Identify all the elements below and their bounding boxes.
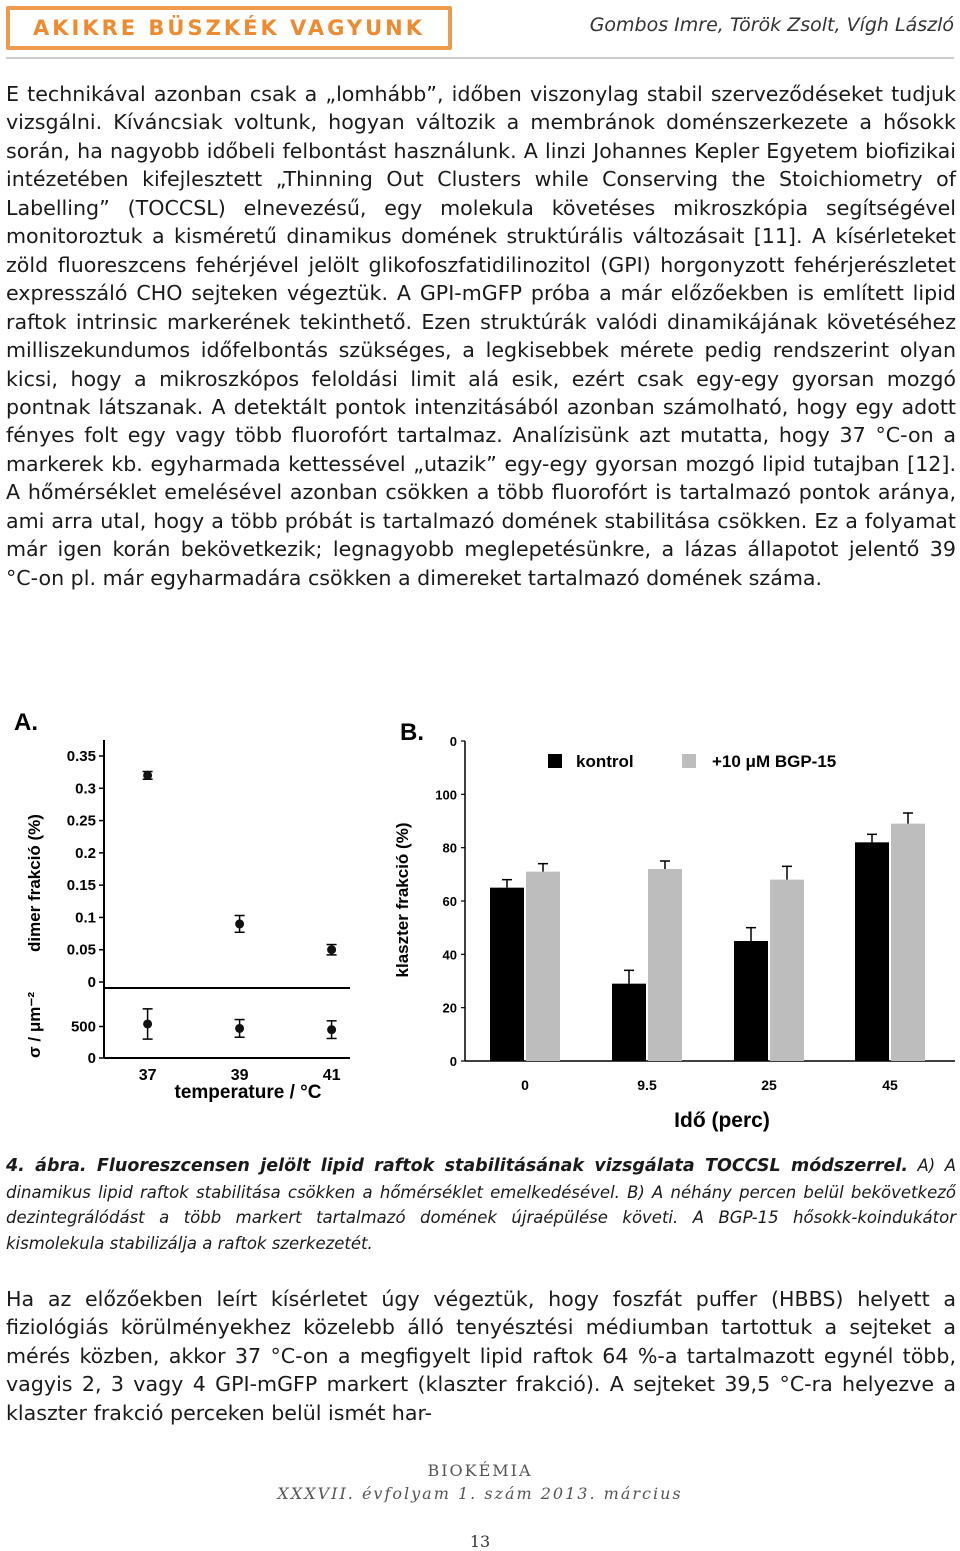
panel-b-x-tick-label: 0 <box>521 1077 529 1093</box>
panel-b-x-tick-label: 25 <box>761 1077 777 1093</box>
panel-a-y-tick-label: 0.3 <box>75 780 96 798</box>
panel-a-y-tick-label: 0.25 <box>66 812 96 830</box>
panel-a-y-tick-label: 0 <box>87 1050 96 1067</box>
panel-b-x-tick-label: 45 <box>882 1077 898 1093</box>
legend-swatch-kontrol <box>548 754 562 768</box>
panel-b-x-tick-label: 9.5 <box>637 1077 657 1093</box>
panel-a-x-tick-label: 41 <box>322 1067 341 1084</box>
panel-b-x-axis-label: Idő (perc) <box>674 1109 770 1132</box>
panel-a-x-axis-label: temperature / °C <box>174 1082 322 1103</box>
panel-b-y-tick-label: 40 <box>442 947 457 963</box>
panel-b-y-tick-label: 80 <box>442 840 457 856</box>
panel-b-y-tick-label: 60 <box>442 894 457 909</box>
panel-b-y-tick-label: 100 <box>435 787 457 803</box>
panel-b-bar <box>490 888 524 1061</box>
figure-caption <box>6 1153 956 1256</box>
legend-label-kontrol: kontrol <box>576 752 634 771</box>
panel-a-y-axis-label-bottom: σ / μm⁻² <box>25 992 44 1058</box>
panel-b-y-axis-label: klaszter frakció (%) <box>393 822 412 978</box>
panel-a-y-tick-label: 0.2 <box>75 844 96 862</box>
panel-b-y-tick-label: 0 <box>449 734 457 749</box>
panel-b-y-tick-label: 20 <box>442 1000 457 1016</box>
panel-a-y-tick-label: 0.1 <box>75 909 96 927</box>
panel-a-label: A. <box>14 709 38 736</box>
panel-b-chart <box>435 734 955 1093</box>
panel-b-y-tick-label: 0 <box>449 1054 457 1069</box>
panel-a-y-axis-label-top: dimer frakció (%) <box>25 814 44 952</box>
panel-a-x-tick-label: 39 <box>230 1067 249 1084</box>
panel-a-y-tick-label: 0.35 <box>66 748 96 765</box>
panel-a-x-tick-label: 37 <box>138 1067 157 1084</box>
panel-a-y-tick-label: 500 <box>70 1018 96 1036</box>
panel-a-y-tick-label: 0 <box>87 974 96 991</box>
figure-chart <box>0 700 960 1150</box>
panel-b-bar <box>734 941 768 1061</box>
body-paragraph-1: E technikával azonban csak a „lomhább”, időben viszonylag stabil szerveződéseket tudjuk vizsgálni. Kíváncsiak voltunk, hogyan változik a membránok doménszerkezete a hősokk során, ha nagyobb időbeli felbontást használunk. A linzi Johannes Kepler Egyetem biofizikai intézetében kifejlesztett „Thinning Out Clusters while Conserving the Stoichiometry of Labelling” (TOCCSL) elnevezésű, egy molekula követéses mikroszkópia segítségével monitoroztuk a kisméretű dinamikus domének struktúrális változásait [11]. A kísérleteket zöld fluoreszcens fehérjével jelölt glikofoszfatidilinozitol (GPI) horgonyzott fehérjerészletet expresszáló CHO sejteken végeztük. A GPI-mGFP próba a már előzőekben is említett lipid raftok intrinsic markerének tekinthető. Ezen struktúrák valódi dinamikájának követéséhez milliszekundumos időfelbontás szükséges, a legkisebbek mérete pedig rendszerint olyan kicsi, hogy a mikroszkópos feloldási limit alá esik, ezért csak egy-egy gyorsan mozgó pontnak látszanak. A detektált pontok intenzitásából azonban számolható, hogy egy adott fényes folt egy vagy több fluorofórt tartalmaz. Analízisünk azt mutatta, hogy 37 °C-on a markerek kb. egyharmada kettessével „utazik” egy-egy gyorsan mozgó lipid tutajban [12]. A hőmérséklet emelésével azonban csökken a több fluorofórt is tartalmazó pontok aránya, ami arra utal, hogy a több próbát is tartalmazó domének stabilitása csökken. Ez a folyamat már igen korán bekövetkezik; legnagyobb meglepetésünkre, a lázas állapotot jelentő 39 °C-on pl. már egyharmadára csökken a dimereket tartalmazó domének száma. <box>6 82 956 590</box>
section-title: AKIKRE BÜSZKÉK VAGYUNK <box>32 16 425 40</box>
panel-a-data-point <box>235 1024 244 1033</box>
legend-label-bgp15: +10 μM BGP-15 <box>712 752 837 771</box>
panel-b-bar <box>770 880 804 1061</box>
panel-b-bar <box>612 984 646 1061</box>
figure-caption-title: 4. ábra. Fluoreszcensen jelölt lipid raftok stabilitásának vizsgálata TOCCSL módszerrel. <box>6 1156 908 1176</box>
panel-a-y-tick-label: 0.15 <box>66 877 96 895</box>
panel-b-label: B. <box>400 719 424 746</box>
panel-b-bar <box>648 869 682 1061</box>
footer-issue: XXXVII. évfolyam 1. szám 2013. március <box>277 1484 683 1503</box>
panel-a-data-point <box>235 919 244 928</box>
legend-swatch-bgp15 <box>682 754 696 768</box>
panel-a-data-point <box>143 771 152 780</box>
panel-a-chart <box>67 740 350 1084</box>
footer-journal: BIOKÉMIA <box>427 1461 533 1480</box>
section-badge <box>6 6 452 50</box>
figure-caption-text: A) A dinamikus lipid raftok stabilitása csökken a hőmérséklet emelkedésével. B) A néhány percen belül bekövetkező dezintegrálódást a több markert tartalmazó domének újraépülése követi. A BGP-15 hősokk-koindukátor kismolekula stabilizálja a raftok szerkezetét. <box>6 1156 956 1253</box>
figure-4 <box>0 700 960 1150</box>
panel-b-bar <box>855 842 889 1061</box>
panel-b-bar <box>526 872 560 1061</box>
body-paragraph-2: Ha az előzőekben leírt kísérletet úgy végeztük, hogy foszfát puffer (HBBS) helyett a fiziológiás körülményekhez közelebb álló tenyésztési médiumban tartottuk a sejteket a mérés közben, akkor 37 °C-on a megfigyelt lipid raftok 64 %-a tartalmazott egynél több, vagyis 2, 3 vagy 4 GPI-mGFP markert (klaszter frakció). A sejteket 39,5 °C-ra helyezve a klaszter frakció perceken belül ismét har- <box>6 1287 956 1425</box>
panel-a-data-point <box>327 945 336 954</box>
header-authors: Gombos Imre, Török Zsolt, Vígh László <box>589 14 954 36</box>
panel-a-data-point <box>143 1019 152 1028</box>
panel-b-bar <box>891 824 925 1061</box>
page-number: 13 <box>469 1532 491 1551</box>
panel-a-y-tick-label: 0.05 <box>66 941 96 959</box>
page-header <box>0 0 960 60</box>
panel-a-data-point <box>327 1025 336 1034</box>
header-divider <box>6 57 954 59</box>
